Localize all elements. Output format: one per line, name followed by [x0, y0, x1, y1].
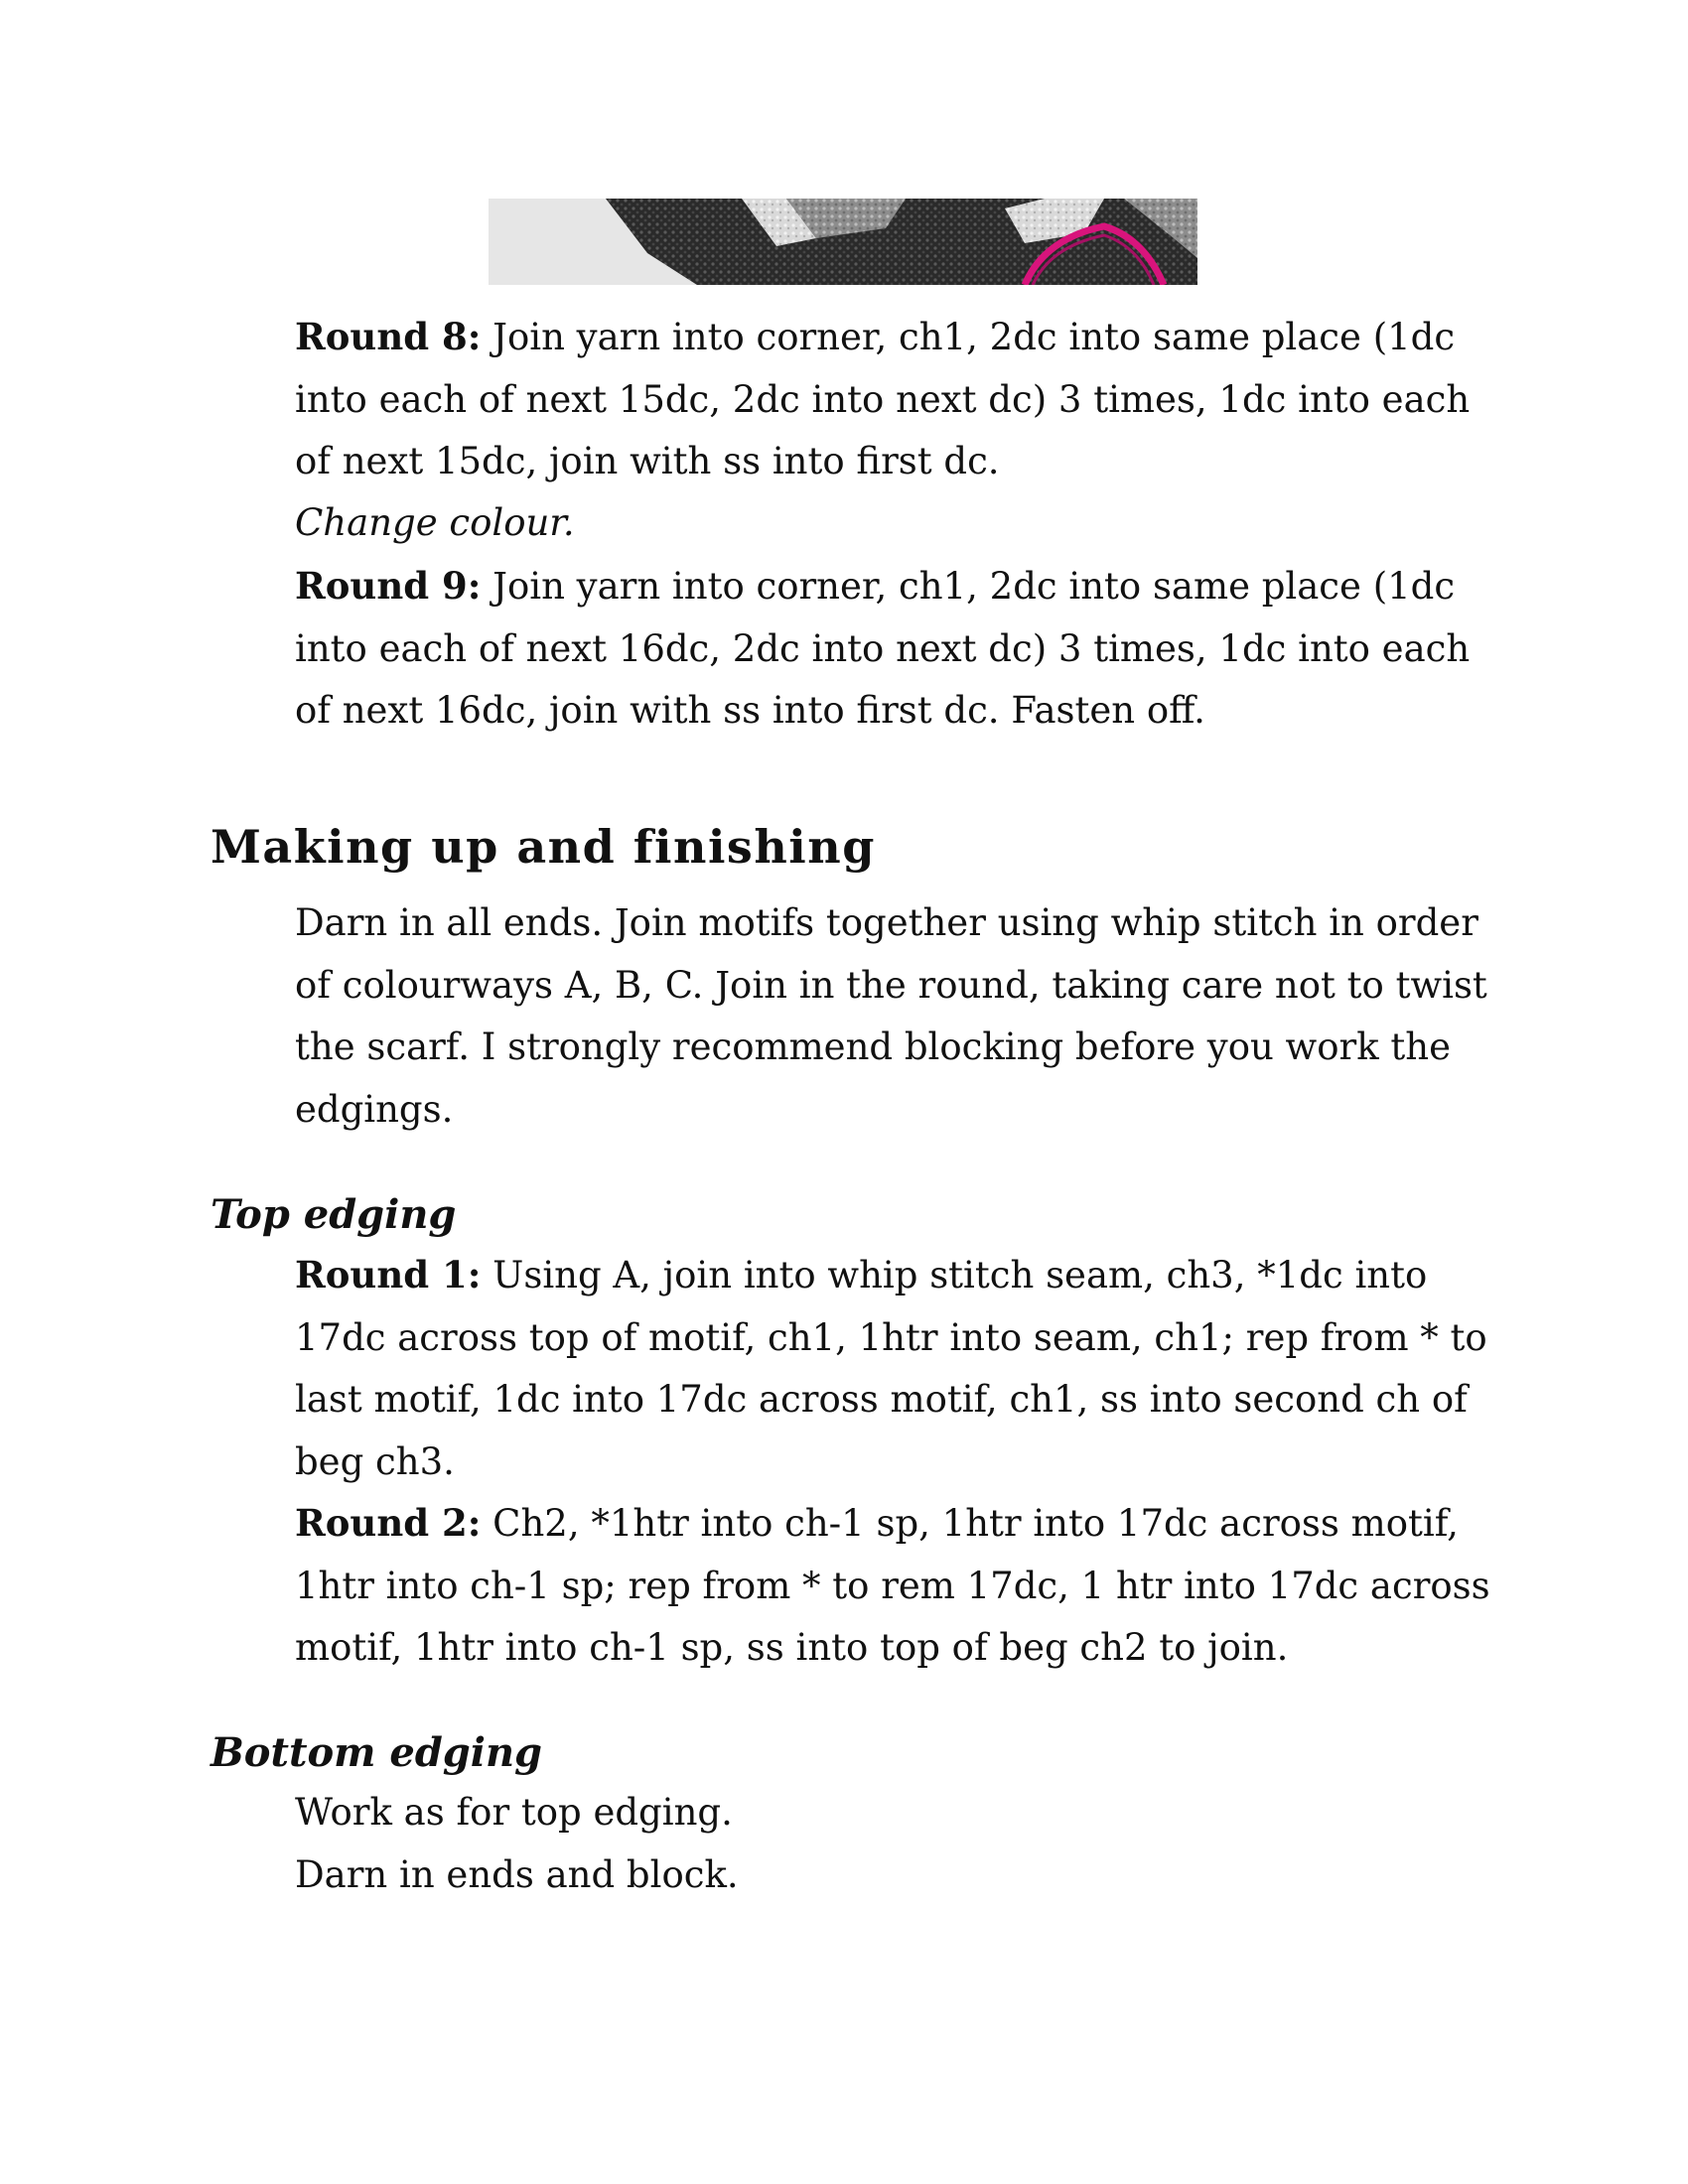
top-round-1-text: Using A, join into whip stitch seam, ch3, *1dc into 17dc across top of motif, ch1, 1htr into seam, ch1; rep from * to last motif, 1dc into 17dc across motif, ch1, ss into second ch of beg ch3. — [295, 1254, 1487, 1483]
making-up-paragraph: Darn in all ends. Join motifs together using whip stitch in order of colourways A, B, C. Join in the round, taking care not to twist the scarf. I strongly recommend blocking before you work the edgings. — [295, 901, 1487, 1131]
round-8-label: Round 8: — [295, 315, 482, 358]
top-round-2-text: Ch2, *1htr into ch-1 sp, 1htr into 17dc across motif, 1htr into ch-1 sp; rep from * to rem 17dc, 1 htr into 17dc across motif, 1htr into ch-1 sp, ss into top of beg ch2 to join. — [295, 1502, 1490, 1669]
round-9-paragraph — [295, 555, 1506, 743]
top-round-2-paragraph — [295, 1492, 1506, 1680]
round-8-paragraph — [295, 306, 1506, 493]
crochet-photo — [489, 199, 1197, 285]
round-8-text: Join yarn into corner, ch1, 2dc into same place (1dc into each of next 15dc, 2dc into next dc) 3 times, 1dc into each of next 15dc, join with ss into first dc. — [295, 316, 1471, 482]
crochet-photo-icon — [489, 199, 1197, 285]
top-edging-heading: Top edging — [211, 1191, 457, 1238]
round-9-text: Join yarn into corner, ch1, 2dc into same place (1dc into each of next 16dc, 2dc into next dc) 3 times, 1dc into each of next 16dc, join with ss into first dc. Fasten off. — [295, 565, 1471, 732]
top-round-1-label: Round 1: — [295, 1253, 482, 1297]
bottom-edging-heading: Bottom edging — [211, 1729, 543, 1776]
change-colour-text: Change colour. — [295, 501, 575, 544]
bottom-edging-line-1: Work as for top edging. — [295, 1791, 733, 1834]
round-9-label: Round 9: — [295, 564, 482, 608]
bottom-edging-line-2: Darn in ends and block. — [295, 1853, 739, 1896]
top-round-2-label: Round 2: — [295, 1501, 482, 1545]
change-colour-note — [295, 492, 1506, 555]
making-up-heading: Making up and finishing — [211, 820, 876, 874]
top-round-1-paragraph — [295, 1244, 1506, 1493]
